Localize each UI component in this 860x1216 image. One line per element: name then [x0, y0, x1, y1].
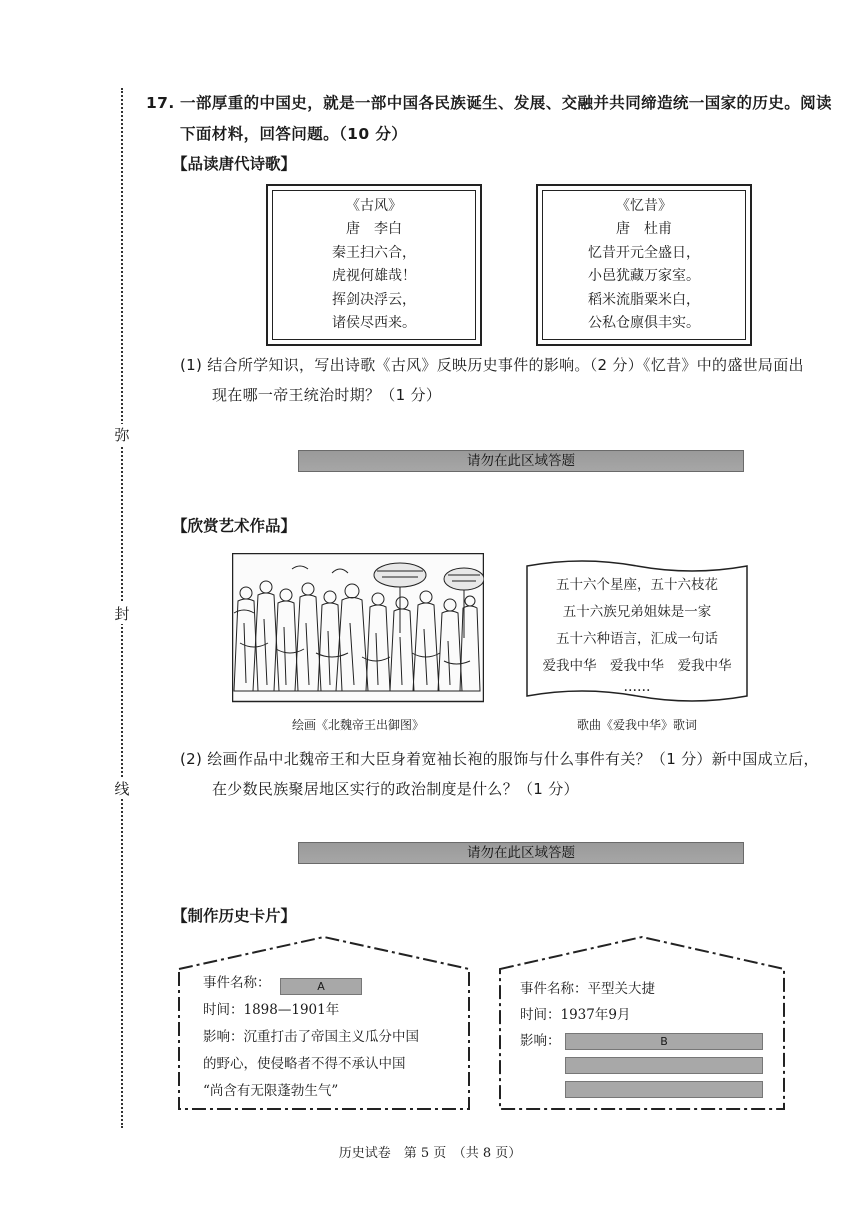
question-stem-line2: 下面材料，回答问题。（10 分） [180, 125, 408, 143]
question-number: 17. [146, 94, 175, 112]
binding-char-feng: 封 [111, 603, 133, 624]
card-b-impact-label: 影响： [520, 1033, 561, 1049]
poem-line: 虎视何雄哉！ [332, 268, 416, 284]
binding-char-mi: 弥 [111, 424, 133, 445]
page-footer: 历史试卷 第 5 页 （共 8 页） [338, 1146, 522, 1161]
painting-northern-wei-procession [232, 553, 484, 703]
binding-char-xian: 线 [111, 778, 133, 799]
poem-box-gufeng [266, 184, 482, 346]
sub-question-1-line2: 现在哪一帝王统治时期？（1 分） [212, 386, 442, 404]
poem-line: 小邑犹藏万家室。 [588, 268, 700, 284]
lyrics-line: 五十六个星座，五十六枝花 [556, 577, 718, 593]
sub-question-1-line1: (1) 结合所学知识，写出诗歌《古风》反映历史事件的影响。（2 分）《忆昔》中的盛世局面出 [180, 356, 804, 374]
section-title-art: 【欣赏艺术作品】 [172, 517, 297, 535]
question-stem-line1: 一部厚重的中国史，就是一部中国各民族诞生、发展、交融并共同缔造统一国家的历史。阅读 [180, 94, 832, 112]
poem-line: 挥剑决浮云， [332, 291, 416, 308]
card-a-impact-line2: 的野心，使侵略者不得不承认中国 [203, 1056, 406, 1072]
card-b-blank-b: B [565, 1033, 763, 1050]
lyrics-line: …… [623, 679, 651, 695]
card-b-blank-line [565, 1057, 763, 1074]
section-title-cards: 【制作历史卡片】 [172, 907, 297, 925]
lyrics-line: 爱我中华 爱我中华 爱我中华 [542, 658, 732, 674]
no-answer-zone-1: 请勿在此区域答题 [298, 450, 744, 472]
sub-question-2-line2: 在少数民族聚居地区实行的政治制度是什么？（1 分） [212, 780, 579, 798]
lyrics-line: 五十六族兄弟姐妹是一家 [562, 604, 712, 620]
card-a-impact-line1: 影响：沉重打击了帝国主义瓜分中国 [203, 1029, 419, 1045]
lyrics-line: 五十六种语言，汇成一句话 [556, 631, 718, 647]
card-a-time: 时间：1898—1901年 [203, 1002, 340, 1018]
card-b-time: 时间：1937年9月 [520, 1007, 631, 1023]
poem-title: 《古风》 [346, 197, 402, 214]
card-b-name: 事件名称：平型关大捷 [520, 981, 655, 997]
poem-line: 诸侯尽西来。 [332, 315, 416, 331]
lyrics-box [526, 560, 748, 705]
card-a-impact-line3: “尚含有无限蓬勃生气” [203, 1083, 339, 1099]
poem-line: 公私仓廪俱丰实。 [588, 315, 700, 331]
poem-box-yixi [536, 184, 752, 346]
no-answer-zone-2: 请勿在此区域答题 [298, 842, 744, 864]
caption-lyrics: 歌曲《爱我中华》歌词 [576, 718, 697, 732]
section-title-poems: 【品读唐代诗歌】 [172, 155, 297, 173]
card-b-blank-line [565, 1081, 763, 1098]
poem-line: 稻米流脂粟米白， [588, 291, 700, 308]
poem-author: 唐 杜甫 [616, 221, 672, 237]
caption-painting: 绘画《北魏帝王出御图》 [291, 718, 424, 732]
poem-author: 唐 李白 [346, 221, 402, 237]
sub-question-2-line1: (2) 绘画作品中北魏帝王和大臣身着宽袖长袍的服饰与什么事件有关？（1 分）新中国成立后， [180, 750, 819, 768]
card-a-blank-a: A [280, 978, 362, 995]
card-a-name-label: 事件名称： [203, 975, 271, 991]
poem-title: 《忆昔》 [616, 197, 672, 214]
poem-line: 秦王扫六合， [332, 244, 416, 261]
poem-line: 忆昔开元全盛日， [588, 244, 700, 261]
